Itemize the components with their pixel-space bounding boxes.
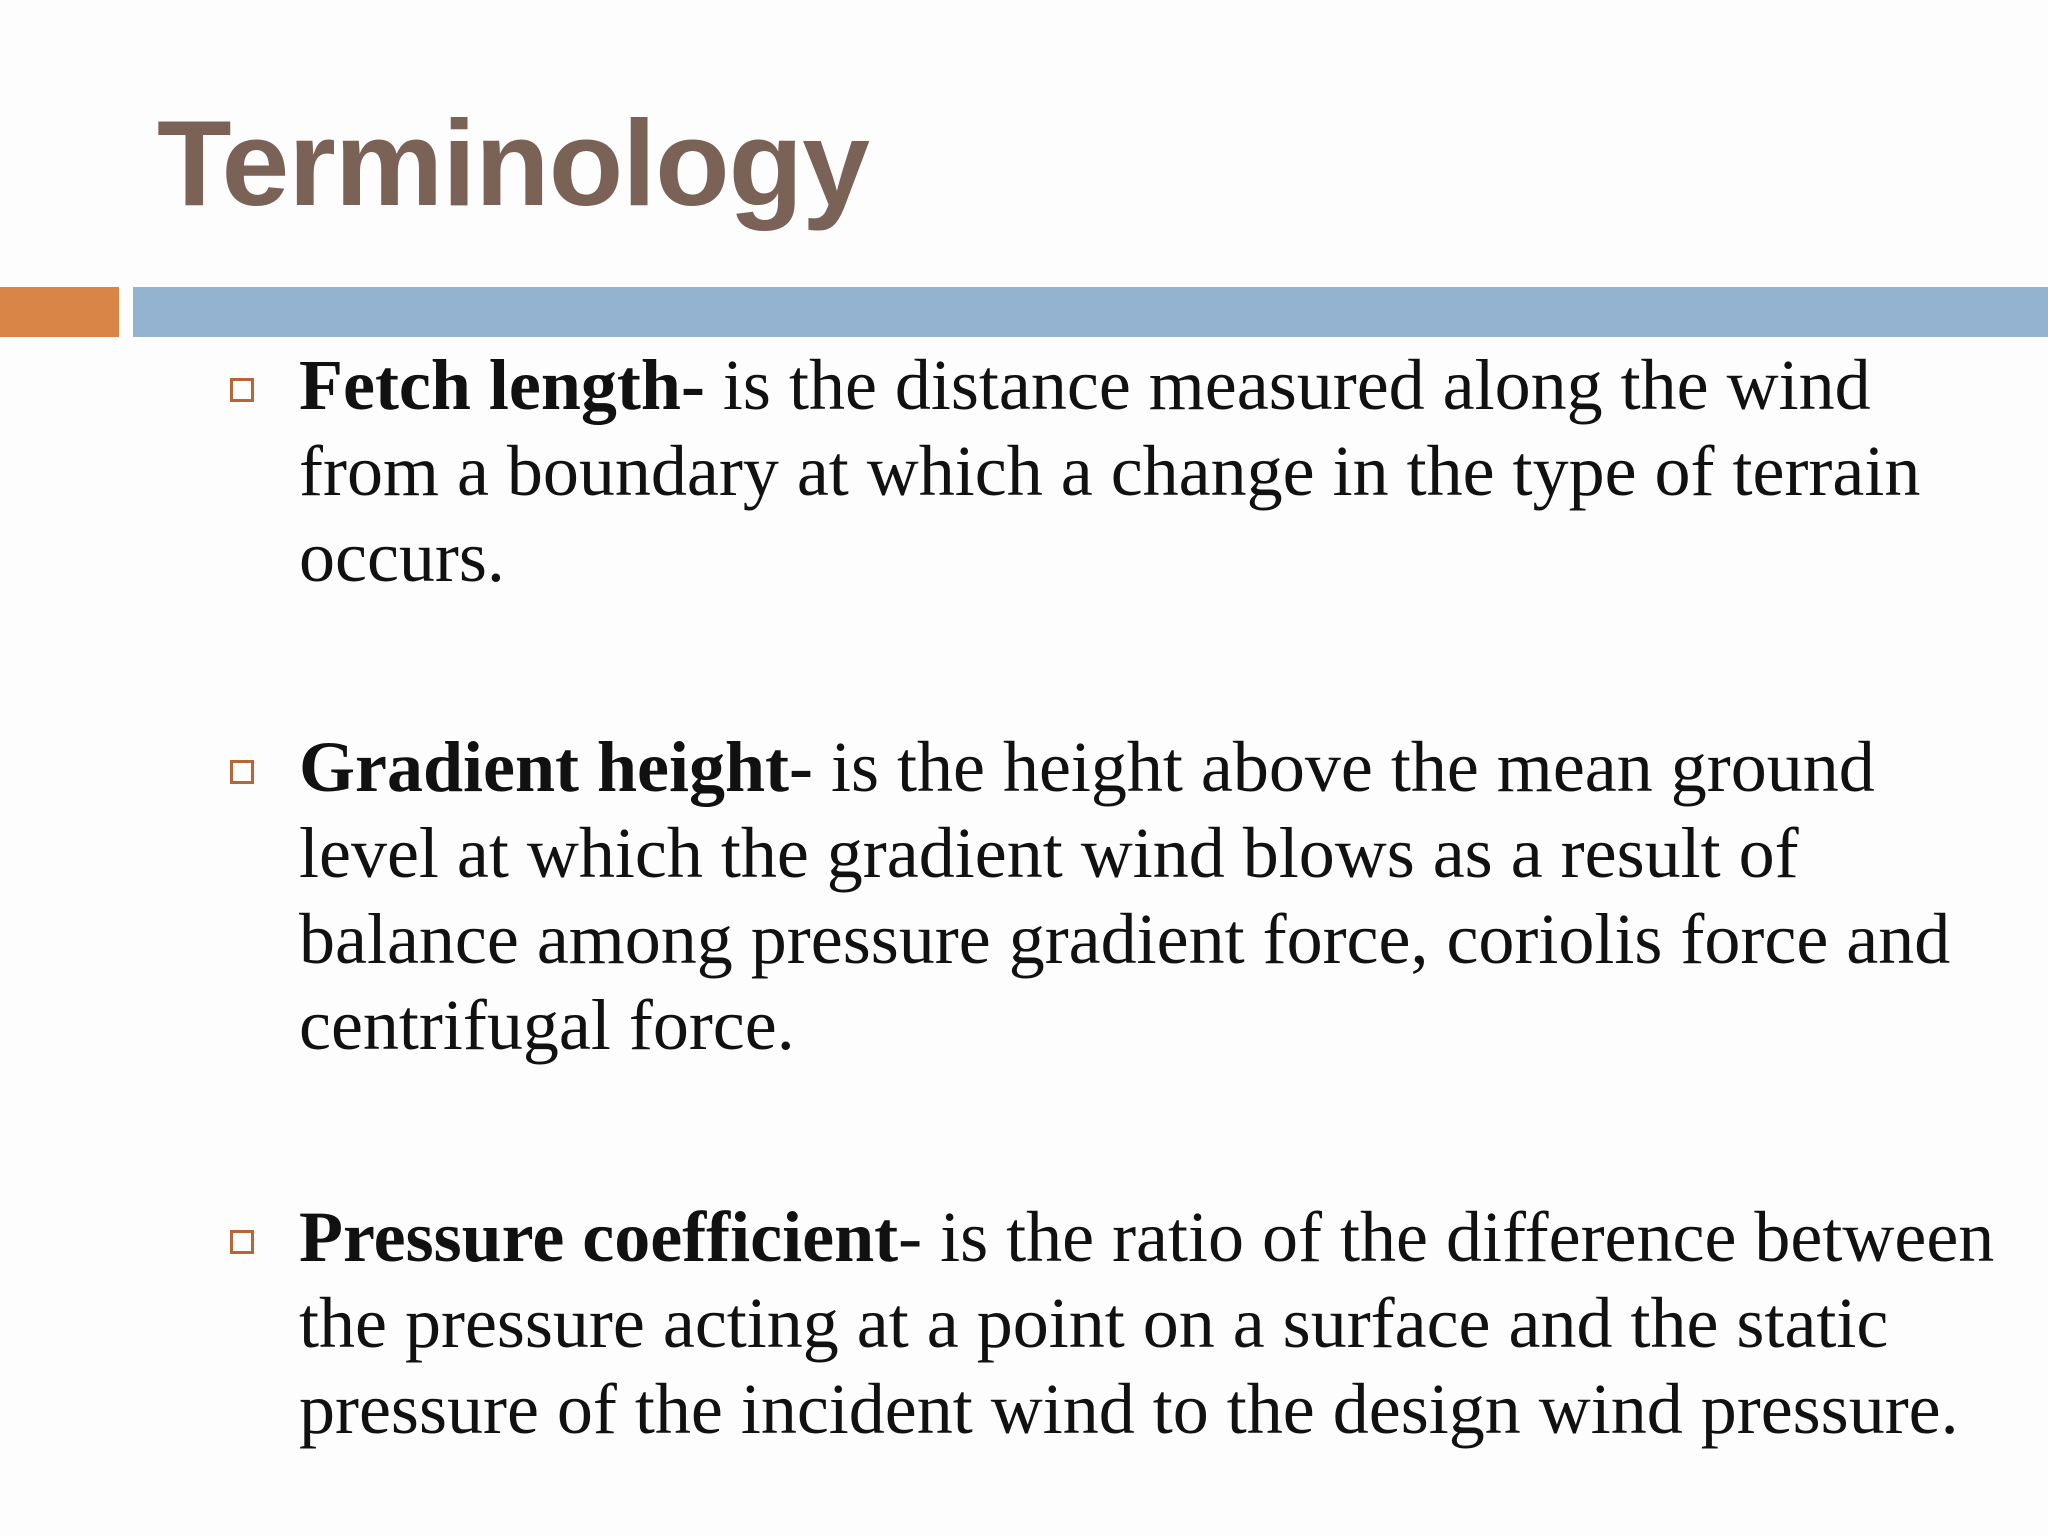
square-bullet-icon [230,378,254,402]
bullet-definition: - is the ratio of the difference between the pressure acting at a point on a surface and the static pressure of the incident wind to the design wind pressure. [299,1197,1995,1449]
accent-bar-blue [133,287,2048,337]
bullet-item-gradient-height [230,724,2010,1068]
bullet-definition: is the height above the mean ground level at which the gradient wind blows as a result of balance among pressure gradient force, coriolis force and centrifugal force. [299,727,1951,1065]
bullet-text [299,724,2010,1068]
square-bullet-icon [230,1230,254,1254]
bullet-term: Pressure coefficient [299,1197,899,1277]
bullet-term: Gradient height- [299,727,813,807]
bullet-text [299,1194,2010,1452]
bullet-definition: is the distance measured along the wind from a boundary at which a change in the type of terrain occurs. [299,345,1921,597]
square-bullet-icon [230,760,254,784]
bullet-item-pressure-coefficient [230,1194,2010,1452]
bullet-term: Fetch length- [299,345,705,425]
accent-bar-orange [0,287,119,337]
bullet-item-fetch-length [230,342,2010,600]
bullet-text [299,342,2010,600]
slide-title: Terminology [157,95,870,231]
